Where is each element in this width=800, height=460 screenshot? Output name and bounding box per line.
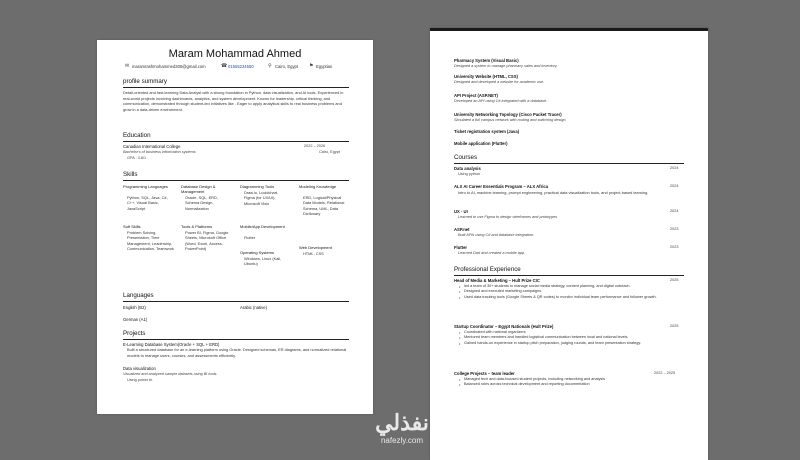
experience-bullets <box>458 330 658 346</box>
course-date: 2024 <box>670 166 679 170</box>
project-description: Simulated a full campus network with routing and switching design. <box>454 118 567 122</box>
project-title: API Project (ASP.NET) <box>454 93 498 98</box>
skill-group-title: Diagramming Tools <box>240 184 275 189</box>
contact-location: Cairo, Egypt <box>275 64 299 69</box>
phone-icon: ☎ <box>221 63 228 69</box>
divider <box>123 339 349 340</box>
skill-group-items: Power BI, Figma, Google Sheets, Microsoft Office (Word, Excel, Access, PowerPoint) <box>185 230 229 251</box>
experience-date: 2022 – 2025 <box>654 371 676 375</box>
candidate-name: Maram Mohammad Ahmed <box>168 48 302 60</box>
experience-bullet: • Gained hands-on experience in startup pitch preparation, judging rounds, and team presentation strategy. <box>458 341 658 346</box>
language-item: Arabic (native) <box>240 305 267 310</box>
skill-group-items: Flutter <box>244 235 256 240</box>
email-icon: ✉ <box>125 63 130 69</box>
experience-title: College Projects – team leader <box>454 371 515 376</box>
language-item: German (A1) <box>123 317 148 322</box>
contact-email: maramrashmohammed305@gmail.com <box>132 64 206 69</box>
profile-summary-text: Detail-oriented and fast-learning Data Analyst with a strong foundation in Python, data visualization, and AI tools. Experienced in real-world projects involving dashboards, analytics, and system development. Known for leadership, critical thinking, and communication, demonstrated through student-led initiatives like . Eager to apply analytical skills to real business problems and grow in a data-driven environment. <box>123 90 344 112</box>
projects-heading: Projects <box>123 330 146 337</box>
skill-group-items: Windows, Linux (Kali, Ubuntu) <box>244 256 282 267</box>
course-title: ALX AI Career Essentials Program – ALX Africa <box>454 184 549 189</box>
top-bar <box>430 28 708 31</box>
course-title: Flutter <box>454 245 468 250</box>
experience-bullet: • Coordinated with national organizers <box>458 330 658 335</box>
education-degree: Bachelor's of business information systems <box>123 150 196 154</box>
education-location: Cairo, Egypt <box>319 150 340 154</box>
watermark-url: nafezly.com <box>380 436 424 445</box>
skill-group-title: Database Design & Management <box>181 184 216 195</box>
course-description: Built APIs using C# and database integration. <box>458 233 535 237</box>
project-description: Using power bi. <box>127 378 154 382</box>
project-description: Built a structured database for an e-learning platform using Oracle. Designed schemas, ER diagrams, and normalized relational models to manage users, courses, and assessments efficiently. <box>127 347 347 358</box>
skill-group-title: Web Development <box>299 245 332 250</box>
project-title: University Networking Topology (Cisco Packet Tracer) <box>454 112 562 117</box>
course-description: Learned Dart and created a mobile app. <box>458 251 526 255</box>
project-title: Pharmacy System (Visual Basic) <box>454 58 519 63</box>
skill-group-title: Soft Skills <box>123 224 141 229</box>
skill-group-title: Operating Systems <box>240 250 275 255</box>
resume-page-1 <box>97 40 373 414</box>
skill-group-title: Mobile/App Development <box>240 224 285 229</box>
course-description: Intro to AI, machine learning, prompt engineering, practical data visualization tools, and project-based learning. <box>458 190 649 195</box>
nafezly-watermark <box>352 410 452 445</box>
course-date: 2023 <box>670 227 679 231</box>
project-description: Visualized and analyzed sample datasets using BI tools. <box>123 372 218 376</box>
watermark-logo: نفذلي <box>375 410 429 435</box>
divider <box>454 163 684 164</box>
languages-heading: Languages <box>123 292 154 299</box>
contact-nationality: Egyptian <box>316 64 333 69</box>
experience-bullet: • Designed and executed marketing campaigns. <box>458 289 658 294</box>
divider <box>123 87 349 88</box>
experience-title: Startup Coordinator – Egypt Nationals (Hult Prize) <box>454 324 554 329</box>
experience-bullet: • Managed tech and data-focused student projects, including networking and analysis <box>458 377 658 382</box>
education-gpa: GPA : 3.8/1 <box>127 156 147 160</box>
project-title: Mobile application (Flutter) <box>454 141 508 146</box>
experience-date: 2025 <box>670 324 679 328</box>
course-title: UX - UI <box>454 209 468 214</box>
resume-page-2 <box>430 28 708 460</box>
skill-group-items: Problem Solving, Presentation, Time Management, Leadership, Communication, Teamwork <box>127 230 174 251</box>
experience-heading: Professional Experience <box>454 266 521 273</box>
skills-heading: Skills <box>123 171 138 178</box>
experience-bullet: • Balanced roles across technical development and reporting documentation <box>458 382 658 387</box>
project-title: E-Learning Database System(Oracle + SQL + ERD) <box>123 342 220 347</box>
project-title: University Website (HTML, CSS) <box>454 74 518 79</box>
experience-bullets <box>458 284 658 300</box>
course-title: ASP.net <box>454 227 470 232</box>
skill-group-items: Oracle, SQL, ERD, Schema Design, Normalization <box>185 195 218 211</box>
skill-group-title: Modeling Knowledge <box>299 184 337 189</box>
course-description: Using python <box>458 172 481 176</box>
education-school: Canadian International College <box>123 144 181 149</box>
profile-summary-heading: profile summary <box>123 78 168 85</box>
project-description: Developed an API using C# integrated with a database. <box>454 99 548 103</box>
course-description: Learned to use Figma to design wireframes and prototypes <box>458 215 558 219</box>
contact-phone: 01555234550 <box>228 64 254 69</box>
course-date: 2024 <box>670 209 679 213</box>
skill-group-items: HTML, CSS <box>303 251 324 256</box>
course-date: 2024 <box>670 184 679 188</box>
project-title: Data visualization <box>123 366 156 371</box>
skill-group-items: ERD, Logical/Physical Data Models, Relational Schema, UML, Data Dictionary <box>303 195 345 216</box>
skill-group-items: Draw.io, Lucidchart, Figma (for UX/UI), Microsoft Visio <box>244 190 279 206</box>
skill-group-title: Tools & Platforms <box>181 224 213 229</box>
education-dates: 2022 – 2026 <box>304 144 326 148</box>
experience-bullet: • Mentored team members and handled logistical communication between local and national levels. <box>458 335 658 340</box>
education-heading: Education <box>123 132 151 139</box>
divider <box>454 275 684 276</box>
project-title: Ticket registration system (Java) <box>454 129 520 134</box>
divider <box>123 141 349 142</box>
experience-date: 2025 <box>670 278 679 282</box>
courses-heading: Courses <box>454 154 478 161</box>
experience-bullets <box>458 377 658 388</box>
project-description: Designed a system to manage pharmacy sales and inventory. <box>454 64 558 68</box>
skill-group-items: Python, SQL, Java, C#, C++, Visual Basic, JavaScript <box>127 195 168 211</box>
experience-bullet: • Used data tracking tools (Google Sheets & QR codes) to monitor individual team performance and follower growth. <box>458 295 658 300</box>
project-description: Designed and developed a website for academic use. <box>454 80 545 84</box>
divider <box>123 301 349 302</box>
course-date: 2023 <box>670 245 679 249</box>
language-item: English (B2) <box>123 305 146 310</box>
experience-title: Head of Media & Marketing – Hult Prize CIC <box>454 278 540 283</box>
flag-icon: ⚑ <box>309 63 314 69</box>
course-title: Data analysis <box>454 166 481 171</box>
skill-group-title: Programming Languages <box>123 184 168 189</box>
experience-bullet: • led a team of 30+ students to manage social media strategy, content planning, and digital outreach. <box>458 284 658 289</box>
location-pin-icon: ⚲ <box>268 63 272 69</box>
divider <box>123 180 349 181</box>
